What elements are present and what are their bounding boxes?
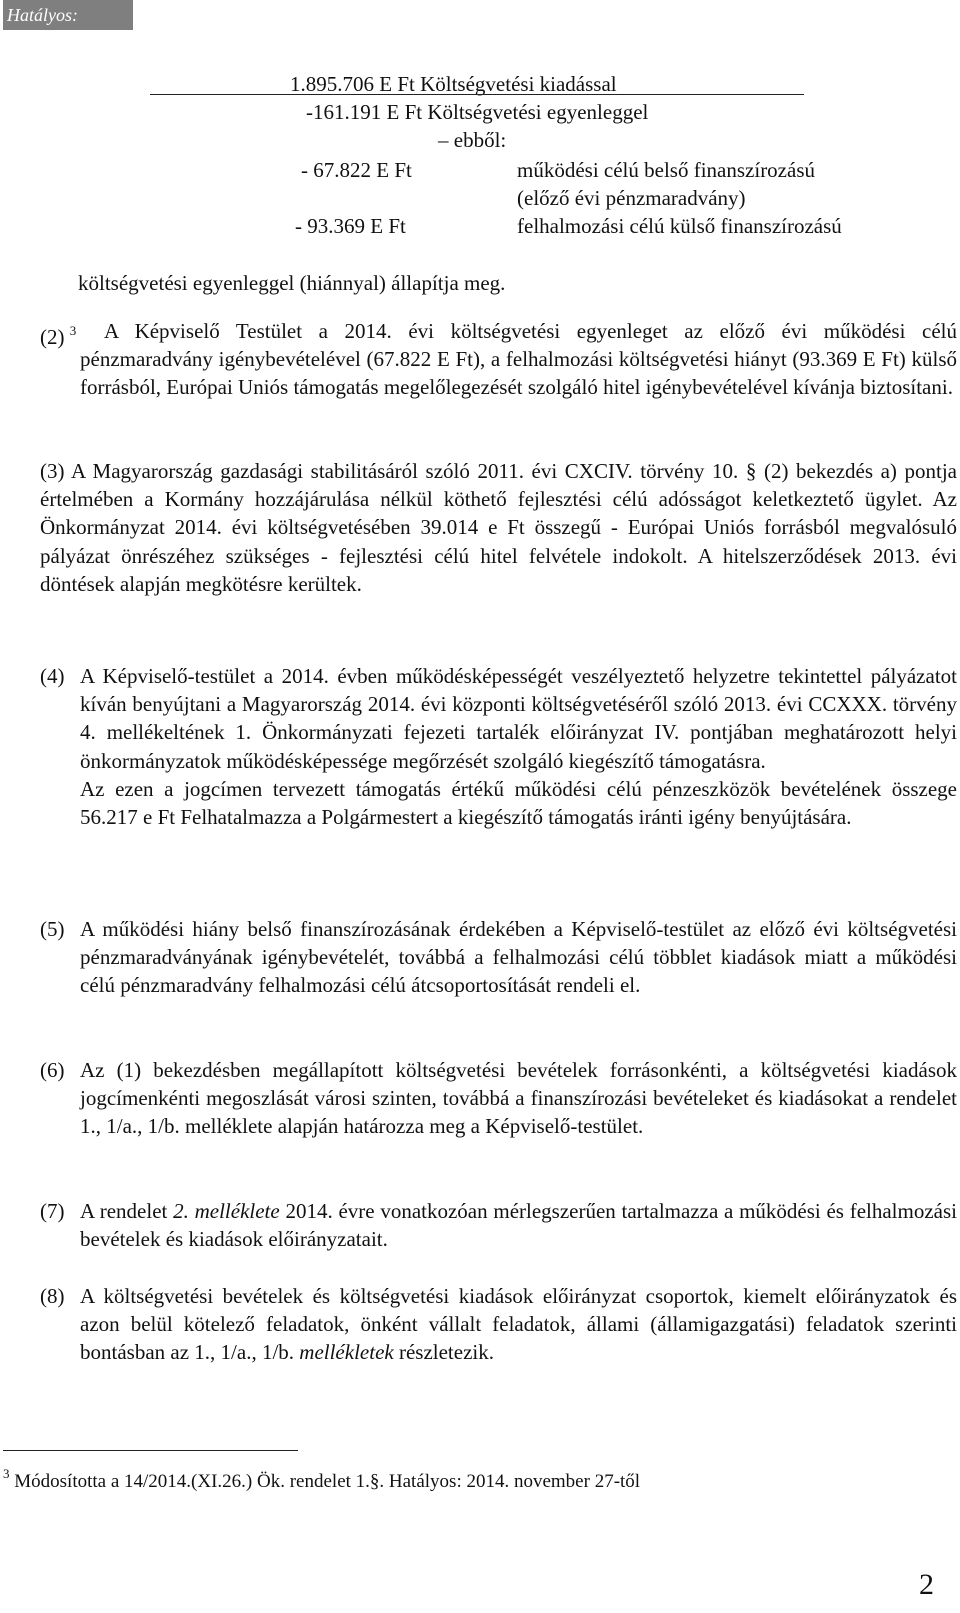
- budget-line-prev-year: (előző évi pénzmaradvány): [517, 186, 746, 210]
- paragraph-5-body: A működési hiány belső finanszírozásának érdekében a Képviselő-testület az előző évi költségvetési pénzmaradványának igénybevételét, továbbá a felhalmozási célú többlet kiadások miatt a működési célú pénzmaradvány felhalmozási célú átcsoportosítását rendeli el.: [80, 917, 957, 998]
- paragraph-number-5: (5): [40, 917, 65, 941]
- budget-line-balance: -161.191 E Ft Költségvetési egyenleggel: [306, 100, 649, 124]
- paragraph-6-body: Az (1) bekezdésben megállapított költségvetési bevételek forrásonkénti, a költségvetési kiadások jogcímenkénti megoszlását városi szinten, továbbá a finanszírozási bevételeket és kiadásokat a rendelet 1., 1/a., 1/b. melléklete alapján határozza meg a Képviselő-testület.: [80, 1058, 957, 1139]
- paragraph-number-6: (6): [40, 1058, 65, 1082]
- budget-line-operating-desc: működési célú belső finanszírozású: [517, 158, 815, 182]
- paragraph-8-part-c: részletezik.: [393, 1340, 494, 1365]
- footnote-number: 3: [3, 1466, 10, 1481]
- paragraph-4-body-1: A Képviselő-testület a 2014. évben működésképességét veszélyeztető helyzetre tekintettel pályázatot kíván benyújtani a Magyarország 2014. évi központi költségvetéséről szóló 2013. évi CCXXX. törvény 4. mellékeltének 1. Önkormányzati fejezeti tartalék előirányzat IV. pontjában meghatározott helyi önkormányzatok működésképessége megőrzését szolgáló kiegészítő támogatásra.: [80, 664, 957, 773]
- paragraph-number-3: (3): [40, 459, 65, 483]
- budget-line-expenditure: 1.895.706 E Ft Költségvetési kiadással: [290, 72, 617, 96]
- paragraph-7-part-a: A rendelet: [80, 1199, 174, 1223]
- paragraph-3: [40, 457, 957, 598]
- page-number: 2: [919, 1568, 934, 1601]
- budget-line-of-which: – ebből:: [438, 128, 507, 152]
- paragraph-7-body: [80, 1197, 957, 1253]
- underline-rule: [150, 94, 804, 95]
- paragraph-number-2: [40, 317, 76, 351]
- budget-line-capital-desc: felhalmozási célú külső finanszírozású: [517, 214, 842, 238]
- footnote-separator: [3, 1450, 298, 1451]
- footnote-reference: 3: [69, 323, 77, 338]
- paragraph-number-8: (8): [40, 1284, 65, 1308]
- paragraph-3-body: A Magyarország gazdasági stabilitásáról szóló 2011. évi CXCIV. törvény 10. § (2) bekezdés a) pontja értelmében a Kormány hozzájárulása nélkül köthető fejlesztési célú adósságot keletkeztető ügylet. Az Önkormányzat 2014. évi költségvetésében 39.014 e Ft összegű - Európai Uniós forrásból megvalósuló pályázat önrészéhez szükséges - fejlesztési célú hitel felvétele indokolt. A hitelszerződések 2013. évi döntések alapján megkötésre kerültek.: [40, 459, 958, 596]
- paragraph-number-7: (7): [40, 1199, 65, 1223]
- annex-reference: mellékletek: [299, 1340, 394, 1365]
- footnote: [3, 1466, 640, 1493]
- paragraph-8-part-a: A költségvetési bevételek és költségvetési kiadások előirányzat csoportok, kiemelt előirányzatok és azon belül kötelező feladatok, önként vállalt feladatok, állami (államigazgatási) feladatok szerinti bontásban az 1., 1/a., 1/b.: [80, 1284, 957, 1365]
- paragraph-8-text: [80, 1282, 957, 1367]
- budget-line-closing: költségvetési egyenleggel (hiánnyal) állapítja meg.: [78, 271, 506, 295]
- budget-line-capital-amount: - 93.369 E Ft: [295, 214, 406, 238]
- effective-date-header: Hatályos: 2014.11.27.-: [3, 0, 133, 30]
- paragraph-2-body: A Képviselő Testület a 2014. évi költségvetési egyenleget az előző évi működési célú pénzmaradvány igénybevételével (67.822 E Ft), a felhalmozási költségvetési hiányt (93.369 E Ft) külső forrásból, Európai Uniós támogatás megelőlegezését szolgáló hitel igénybevételével kívánja biztosítani.: [80, 319, 957, 400]
- footnote-text: Módosította a 14/2014.(XI.26.) Ök. rendelet 1.§. Hatályos: 2014. november 27-től: [14, 1471, 641, 1492]
- paragraph-7-text: [80, 1197, 957, 1253]
- paragraph-4-body-2: Az ezen a jogcímen tervezett támogatás értékű működési célú pénzeszközök bevételének összege 56.217 e Ft Felhatalmazza a Polgármestert a kiegészítő támogatás iránti igény benyújtására.: [80, 776, 957, 830]
- paragraph-2-text: [80, 317, 957, 402]
- paragraph-4-text: [80, 662, 957, 831]
- paragraph-8-body: [80, 1282, 957, 1367]
- paragraph-5-text: [80, 915, 957, 1000]
- annex-reference: 2. melléklete: [173, 1199, 280, 1223]
- paragraph-number-text: (2): [40, 325, 65, 349]
- paragraph-number-4: (4): [40, 664, 65, 688]
- budget-line-operating-amount: - 67.822 E Ft: [301, 158, 412, 182]
- paragraph-6-text: [80, 1056, 957, 1141]
- paragraph-7-part-c: 2014. évre vonatkozóan mérlegszerűen tartalmazza a működési és felhalmozási bevételek és kiadások előirányzatait.: [80, 1199, 957, 1252]
